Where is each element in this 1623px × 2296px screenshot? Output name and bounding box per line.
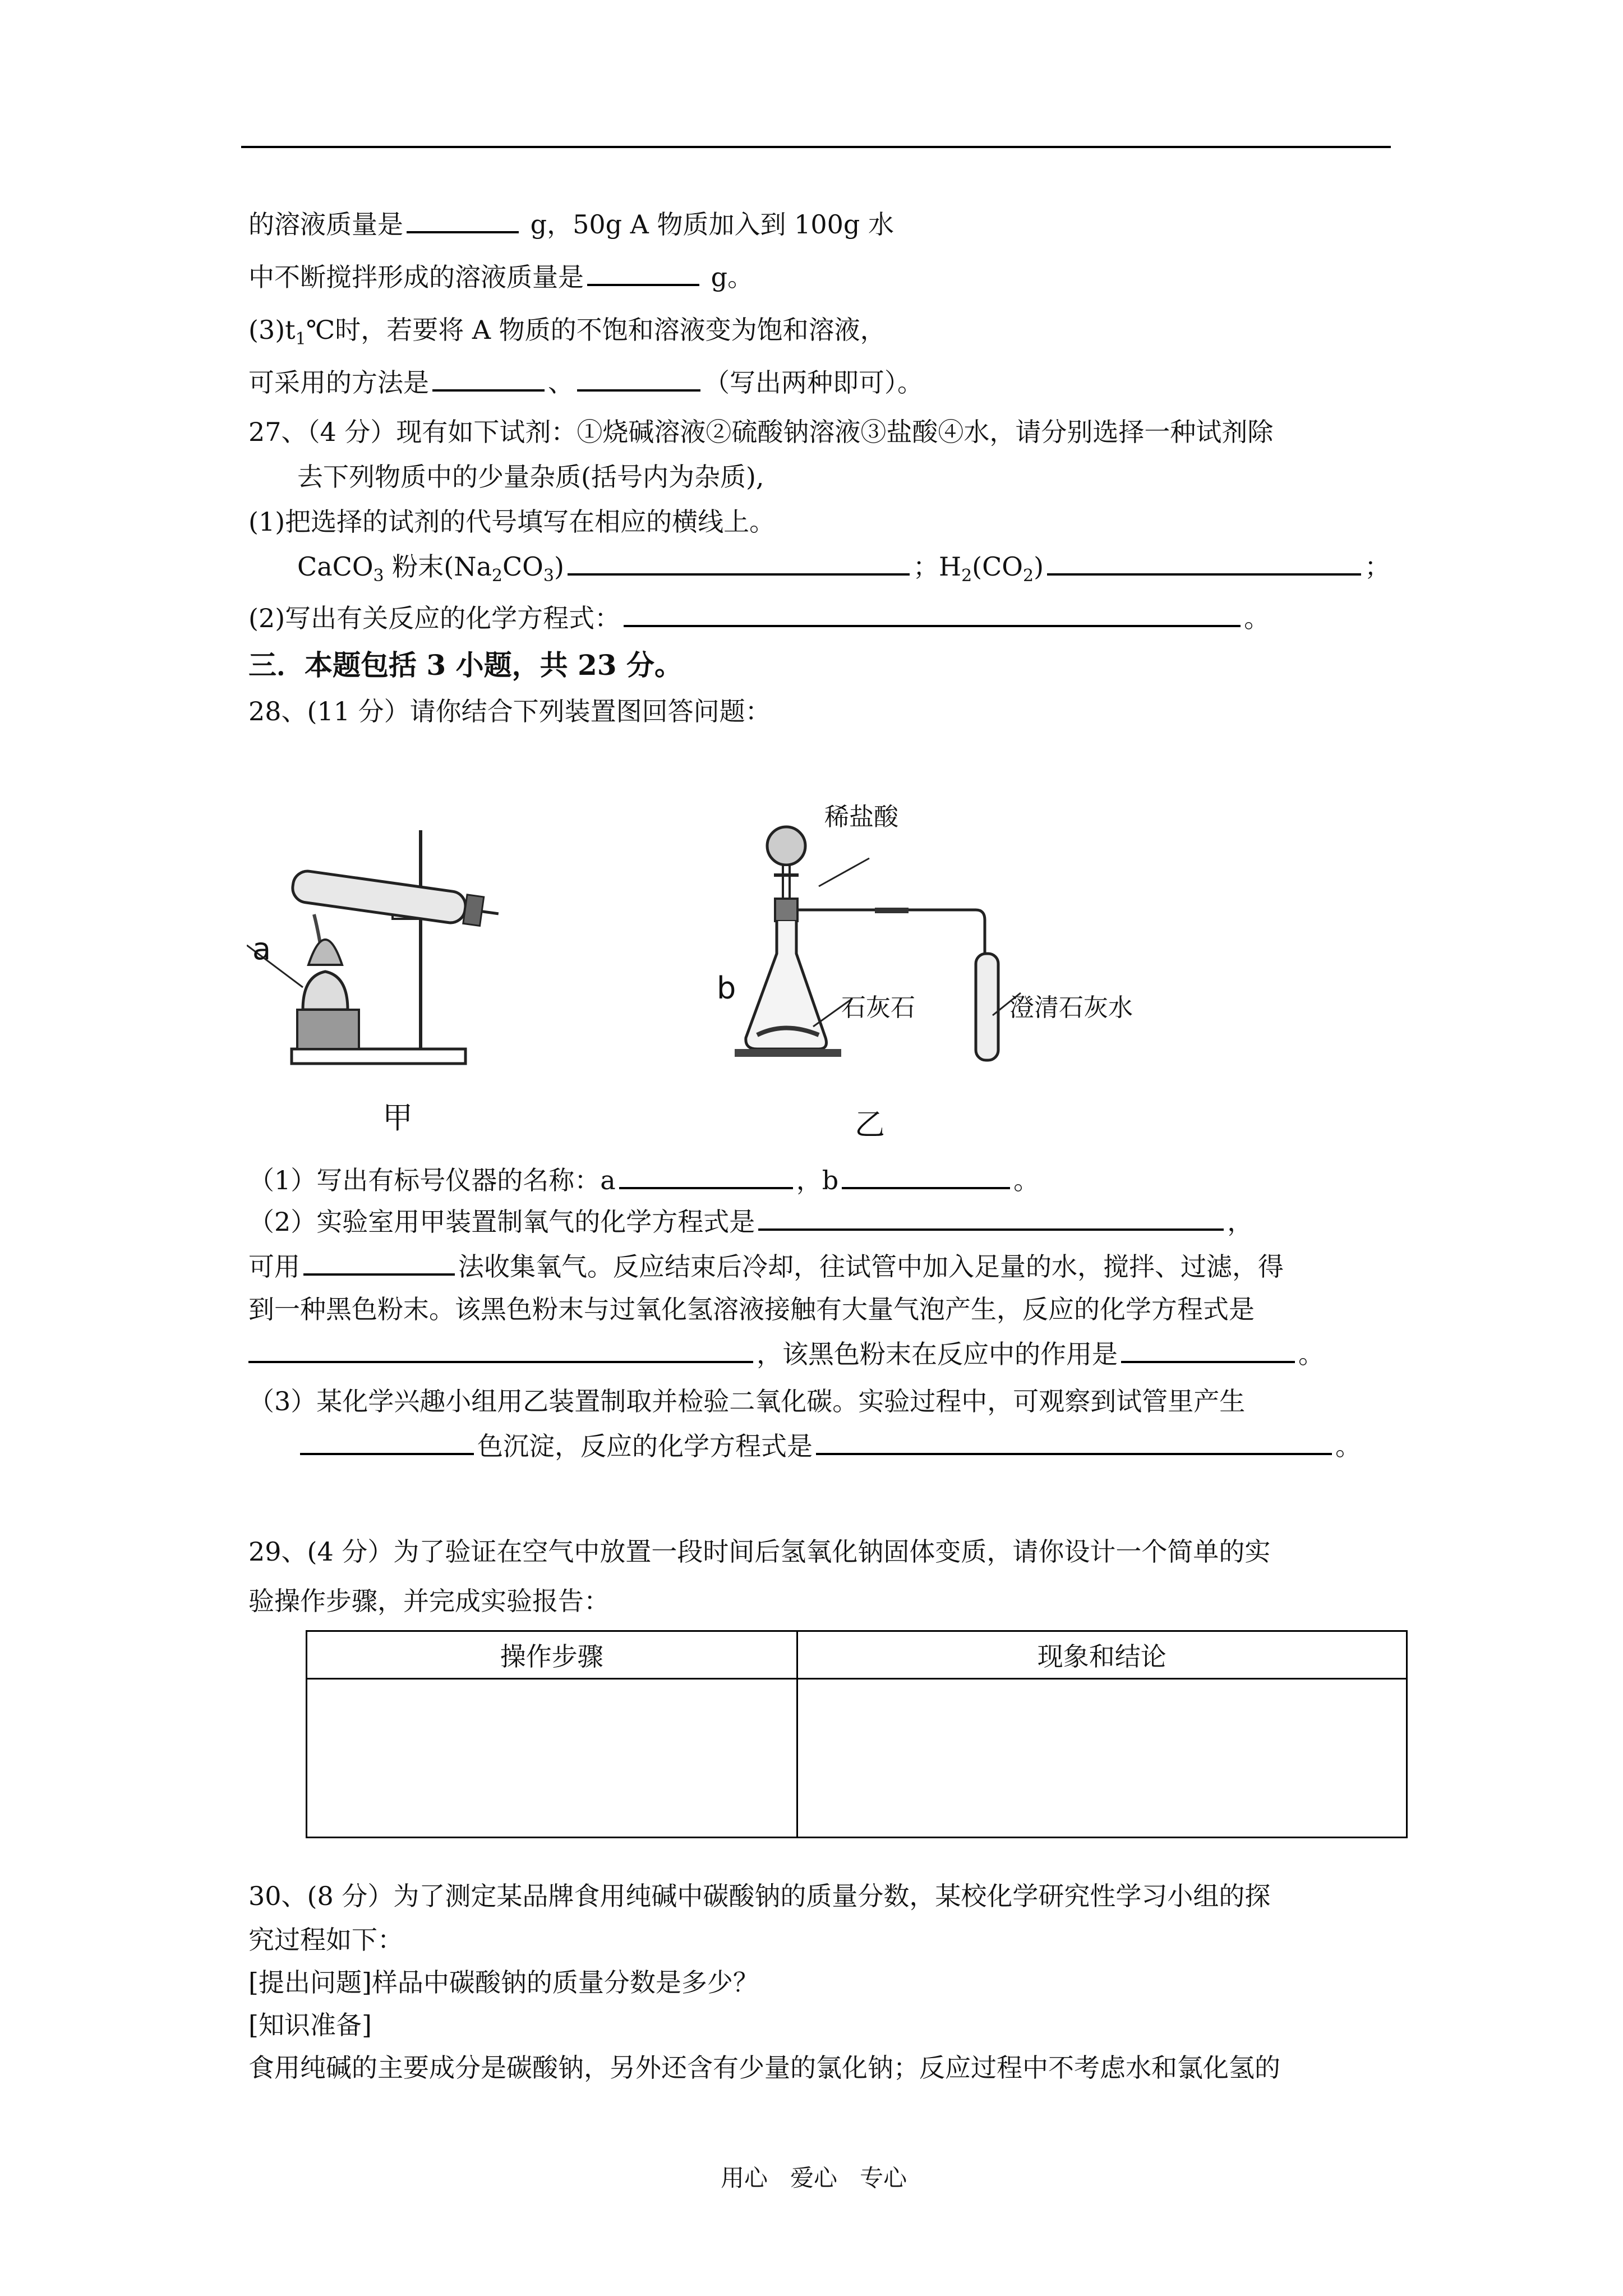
q27-part1: (1)把选择的试剂的代号填写在相应的横线上。	[248, 507, 776, 537]
q27-head: 27、（4 分）现有如下试剂：①烧碱溶液②硫酸钠溶液③盐酸④水，请分别选择一种试剂除	[248, 417, 1274, 447]
answer-blank[interactable]	[1047, 551, 1361, 576]
column-header-steps: 操作步骤	[307, 1631, 797, 1679]
q28-part2: （2）实验室用甲装置制氧气的化学方程式是 ，	[248, 1207, 1253, 1237]
answer-blank[interactable]	[816, 1430, 1332, 1455]
q30-head2: 究过程如下：	[248, 1925, 403, 1955]
q27-part2: (2)写出有关反应的化学方程式： 。	[248, 603, 1270, 633]
apparatus-jia-diagram	[247, 825, 516, 1083]
q30-question: [提出问题]样品中碳酸钠的质量分数是多少？	[248, 1967, 759, 1998]
section-heading: 三．本题包括 3 小题，共 23 分。	[248, 648, 683, 682]
results-answer-cell[interactable]	[797, 1679, 1407, 1838]
label-limewater: 澄清石灰水	[1009, 993, 1133, 1022]
q28-part3-b: 色沉淀，反应的化学方程式是 。	[300, 1430, 1361, 1462]
caption-jia: 甲	[382, 1100, 413, 1135]
answer-blank[interactable]	[432, 367, 545, 392]
experiment-report-table	[306, 1630, 1408, 1838]
q28-part2-b: 可用 法收集氧气。反应结束后冷却，往试管中加入足量的水，搅拌、过滤，得	[248, 1251, 1284, 1282]
caption-yi: 乙	[855, 1107, 885, 1142]
q28-part2-c: 到一种黑色粉末。该黑色粉末与过氧化氢溶液接触有大量气泡产生，反应的化学方程式是	[248, 1294, 1255, 1324]
answer-blank[interactable]	[619, 1165, 793, 1189]
apparatus-yi-diagram	[729, 813, 1032, 1071]
answer-blank[interactable]	[248, 1338, 753, 1363]
answer-blank[interactable]	[568, 551, 910, 576]
column-header-results: 现象和结论	[797, 1631, 1407, 1679]
q26-line2: 中不断搅拌形成的溶液质量是 g。	[248, 262, 754, 292]
page-footer: 用心 爱心 专心	[721, 2164, 907, 2192]
answer-blank[interactable]	[577, 367, 700, 392]
label-acid: 稀盐酸	[824, 803, 898, 831]
q26-line1: 的溶液质量是 g，50g A 物质加入到 100g 水	[248, 209, 895, 240]
q26-line4: 可采用的方法是 、 （写出两种即可）。	[248, 367, 923, 398]
label-b: b	[717, 970, 736, 1006]
q28-part2-d: ，该黑色粉末在反应中的作用是 。	[248, 1338, 1324, 1370]
q26-line3: $(3)t_1℃$时，若要将 A 物质的不饱和溶液变为饱和溶液，	[248, 315, 886, 349]
q29-head2: 验操作步骤，并完成实验报告：	[248, 1586, 610, 1616]
q27-head2: 去下列物质中的少量杂质(括号内为杂质),	[297, 462, 764, 492]
answer-blank[interactable]	[407, 209, 519, 233]
q28-part1: （1）写出有标号仪器的名称：a ，b 。	[248, 1165, 1040, 1195]
label-a: a	[252, 931, 271, 967]
label-limestone: 石灰石	[841, 993, 915, 1022]
steps-answer-cell[interactable]	[307, 1679, 797, 1838]
q27-blanks: CaCO$_3$ 粉末$(Na_2CO_3)$ ；$H_2(CO_2)$ ；	[297, 551, 1391, 586]
answer-blank[interactable]	[1121, 1338, 1295, 1363]
q30-knowledge: [知识准备]	[248, 2010, 372, 2040]
q30-text: 食用纯碱的主要成分是碳酸钠，另外还含有少量的氯化钠；反应过程中不考虑水和氯化氢的	[248, 2053, 1280, 2083]
answer-blank[interactable]	[624, 602, 1241, 627]
q29-head: 29、(4 分）为了验证在空气中放置一段时间后氢氧化钠固体变质，请你设计一个简单的实	[248, 1536, 1271, 1567]
header-rule	[241, 146, 1391, 148]
q28-head: 28、(11 分）请你结合下列装置图回答问题：	[248, 696, 771, 726]
answer-blank[interactable]	[300, 1430, 474, 1455]
answer-blank[interactable]	[842, 1165, 1010, 1189]
answer-blank[interactable]	[303, 1251, 455, 1276]
q30-head: 30、(8 分）为了测定某品牌食用纯碱中碳酸钠的质量分数，某校化学研究性学习小组的探	[248, 1881, 1271, 1911]
q28-part3: （3）某化学兴趣小组用乙装置制取并检验二氧化碳。实验过程中，可观察到试管里产生	[248, 1386, 1246, 1416]
answer-blank[interactable]	[758, 1206, 1224, 1231]
answer-blank[interactable]	[587, 261, 699, 286]
